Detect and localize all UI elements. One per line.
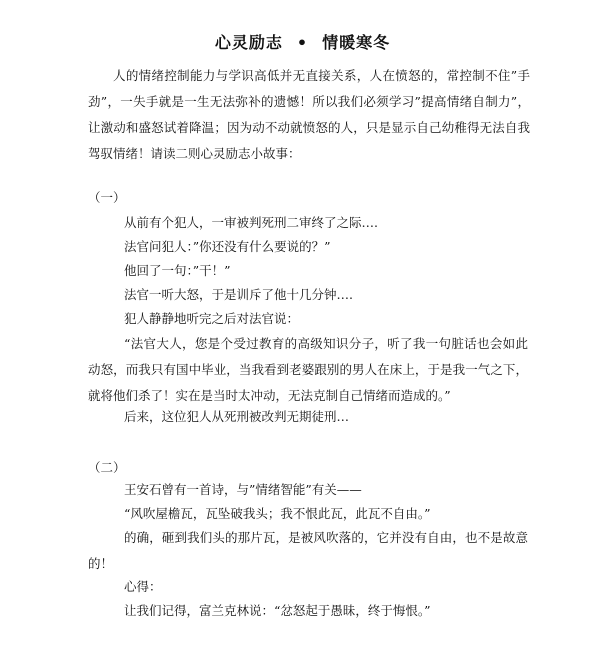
story2-label: （二） xyxy=(88,460,126,475)
story2-line-1: 王安石曾有一首诗，与”情绪智能”有关—— xyxy=(124,482,362,497)
intro-paragraph: 人的情绪控制能力与学识高低并无直接关系，人在愤怒的，常控制不住”手劲”，一失手就是一生无法弥补的遗憾！所以我们必须学习”提高情绪自制力”，让激动和盛怒试着降温；因为动不动就愤怒的人，只是显示自己幼稚得无法自我驾驭情绪！请读二则心灵励志小故事： xyxy=(88,68,530,161)
story2-line-2: “风吹屋檐瓦，瓦坠破我头；我不恨此瓦，此瓦不自由。” xyxy=(124,506,431,521)
page-title xyxy=(0,30,605,53)
title-right: 情暖寒冬 xyxy=(322,33,391,52)
story1-line-6: 后来，这位犯人从死刑被改判无期徒刑… xyxy=(124,409,350,424)
story1-line-1: 从前有个犯人，一审被判死刑二审终了之际…. xyxy=(124,215,378,230)
story1-line-3: 他回了一句：”干！” xyxy=(124,263,231,278)
story2-line-4: 让我们记得，富兰克林说：“忿怒起于愚昧，终于悔恨。” xyxy=(124,603,431,618)
story2-line-3: 心得： xyxy=(124,579,162,594)
story1-line-5: 犯人静静地听完之后对法官说： xyxy=(124,311,300,326)
title-left: 心灵励志 xyxy=(214,33,283,52)
story1-label: （一） xyxy=(88,190,126,205)
title-separator: • xyxy=(296,33,309,52)
story1-line-2: 法官问犯人：”你还没有什么要说的？” xyxy=(124,239,331,254)
story1-quote-paragraph: “法官大人，您是个受过教育的高级知识分子，听了我一句脏话也会如此动怒，而我只有国中毕业，当我看到老婆跟别的男人在床上，于是我一气之下，就将他们杀了！实在是当时太冲动，无法克制自己情绪而造成的。” xyxy=(88,336,528,403)
story2-paragraph: 的确，砸到我们头的那片瓦，是被风吹落的，它并没有自由，也不是故意的！ xyxy=(88,530,528,571)
story1-line-4: 法官一听大怒，于是训斥了他十几分钟…. xyxy=(124,287,353,302)
